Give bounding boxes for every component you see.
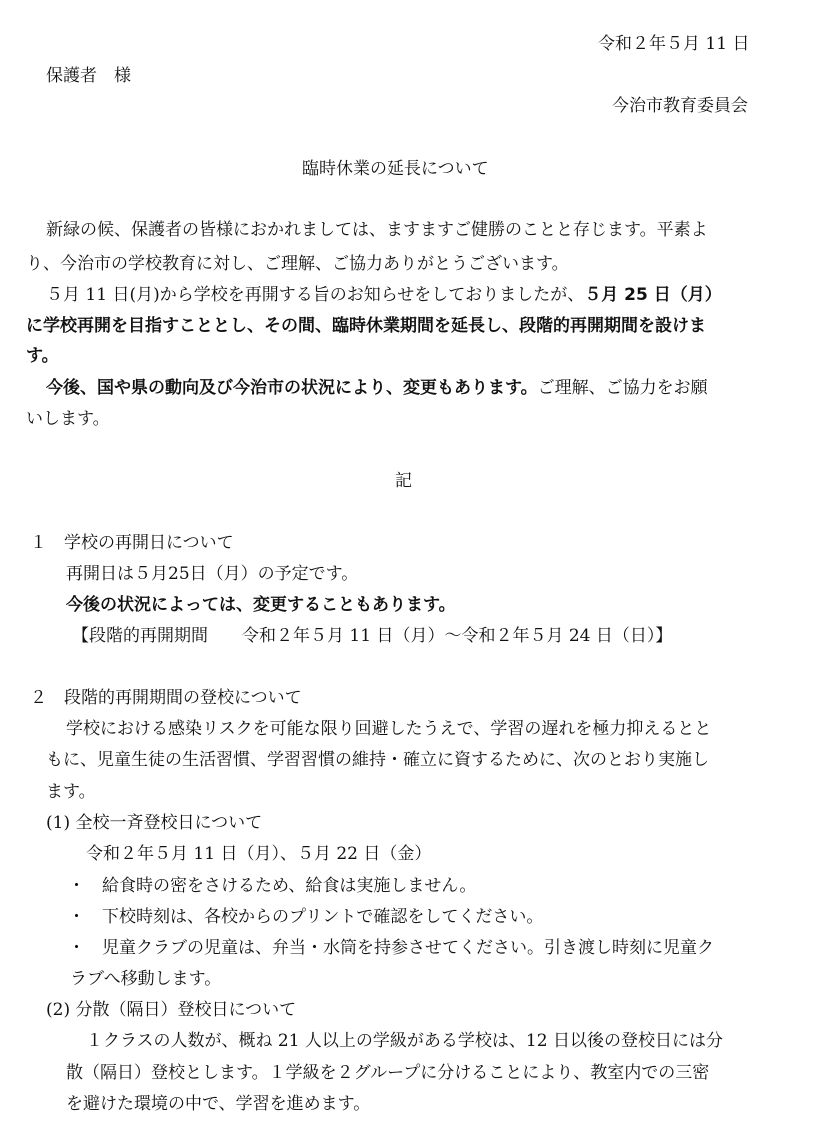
document-date: 令和２年５月 11 日 — [598, 34, 750, 54]
bullet-text: 下校時刻は、各校からのプリントで確認をしてください。 — [102, 907, 544, 927]
section2-body-line3: ます。 — [46, 782, 96, 802]
bullet-mark: ・ — [68, 938, 85, 958]
sub1-bullet-1 — [68, 876, 476, 896]
section1-line1: 再開日は５月25日（月）の予定です。 — [66, 564, 359, 584]
sub2-line3: を避けた環境の中で、学習を進めます。 — [66, 1094, 371, 1114]
intro-p1-line2: り、今治市の学校教育に対し、ご理解、ご協力ありがとうございます。 — [26, 254, 569, 274]
addressee: 保護者 様 — [46, 66, 131, 86]
intro-p3-line1 — [46, 378, 708, 398]
intro-p3-normal: ご理解、ご協力をお願 — [537, 378, 708, 398]
bullet-text: 給食時の密をさけるため、給食は実施しません。 — [102, 876, 477, 896]
ki-heading: 記 — [395, 471, 412, 491]
sub1-bullet-2 — [68, 907, 543, 927]
intro-p2-line3: す。 — [26, 346, 59, 366]
section2-heading: ２ 段階的再開期間の登校について — [30, 688, 302, 708]
section2-body-line1: 学校における感染リスクを可能な限り回避したうえで、学習の遅れを極力抑えるとと — [66, 719, 712, 739]
intro-p3-line2: いします。 — [26, 409, 110, 429]
bullet-text: 児童クラブの児童は、弁当・水筒を持参させてください。引き渡し時刻に児童ク — [102, 938, 714, 958]
bullet-mark: ・ — [68, 876, 85, 896]
section1-line2: 今後の状況によっては、変更することもあります。 — [66, 595, 456, 615]
sub2-line1: １クラスの人数が、概ね 21 人以上の学級がある学校は、12 日以後の登校日には分 — [86, 1031, 723, 1051]
intro-p3-bold: 今後、国や県の動向及び今治市の状況により、変更もあります。 — [46, 378, 538, 398]
sub1-heading: (1) 全校一斉登校日について — [46, 813, 263, 833]
document-title: 臨時休業の延長について — [302, 159, 489, 179]
intro-p2-bold-date: ５月 25 日（月） — [584, 285, 722, 305]
intro-p2-normal: ５月 11 日(月)から学校を再開する旨のお知らせをしておりましたが、 — [46, 285, 585, 305]
sub1-bullet-3 — [68, 938, 714, 958]
sub1-bullet-3-cont: ラブへ移動します。 — [70, 969, 222, 989]
section1-line3: 【段階的再開期間 令和２年５月 11 日（月）～令和２年５月 24 日（日）】 — [72, 626, 673, 646]
intro-p2-line1 — [46, 285, 722, 305]
sub2-line2: 散（隔日）登校とします。１学級を２グループに分けることにより、教室内での三密 — [66, 1063, 710, 1083]
sub1-dates: 令和２年５月 11 日（月）、５月 22 日（金） — [86, 844, 432, 864]
section1-heading: １ 学校の再開日について — [30, 533, 234, 553]
section2-body-line2: もに、児童生徒の生活習慣、学習習慣の維持・確立に資するために、次のとおり実施し — [46, 750, 709, 770]
intro-p1-line1: 新緑の候、保護者の皆様におかれましては、ますますご健勝のことと存じます。平素よ — [46, 220, 708, 240]
sender: 今治市教育委員会 — [612, 96, 748, 116]
bullet-mark: ・ — [68, 907, 85, 927]
sub2-heading: (2) 分散（隔日）登校日について — [46, 1000, 297, 1020]
intro-p2-line2: に学校再開を目指すこととし、その間、臨時休業期間を延長し、段階的再開期間を設けま — [26, 316, 706, 336]
